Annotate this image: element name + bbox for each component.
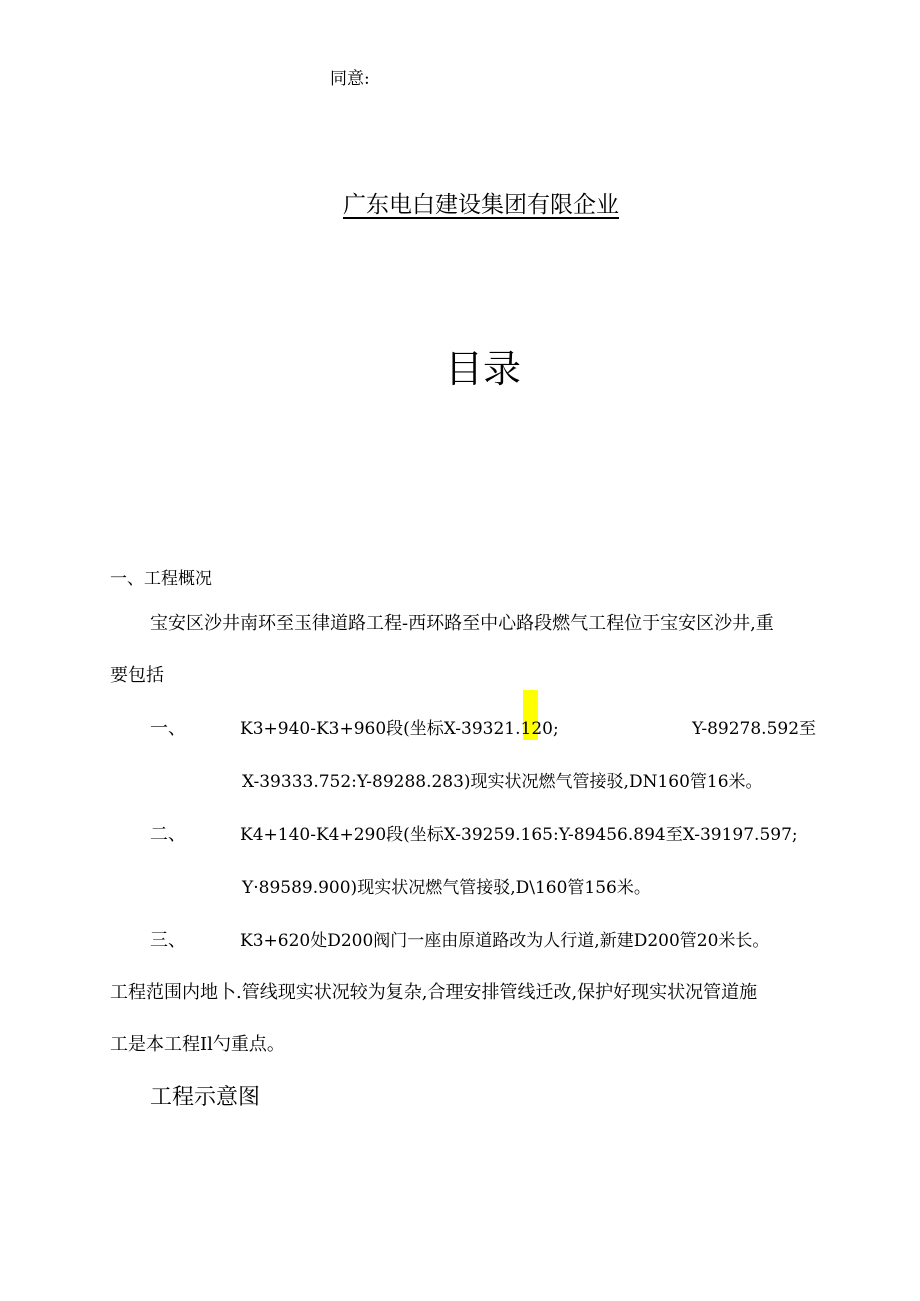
toc-title: 目录: [444, 347, 521, 391]
item-2-line-2: Y·89589.900)现实状况燃气管接驳,D\160管156米。: [242, 878, 651, 898]
item-2-line-1: K4+140-K4+290段(坐标X-39259.165:Y-89456.894至X-39197.597;: [240, 825, 798, 845]
item-number-3: 三、: [150, 930, 186, 951]
item-number-1: 一、: [150, 718, 186, 739]
diagram-heading: 工程示意图: [150, 1085, 261, 1110]
scope-paragraph-line-2: 工是本工程Il勺重点。: [110, 1034, 285, 1055]
intro-paragraph-line-2: 要包括: [110, 665, 164, 686]
item-1-line-1: K3+940-K3+960段(坐标X-39321.120;: [240, 719, 559, 739]
agree-label: 同意:: [330, 69, 370, 89]
intro-paragraph-line-1: 宝安区沙井南环至玉律道路工程-西环路至中心路段燃气工程位于宝安区沙井,重: [150, 613, 774, 634]
item-1-line-1-right: Y-89278.592至: [692, 719, 817, 739]
scope-paragraph-line-1: 工程范围内地卜.管线现实状况较为复杂,合理安排管线迁改,保护好现实状况管道施: [110, 982, 758, 1003]
item-1-line-2: X-39333.752:Y-89288.283)现实状况燃气管接驳,DN160管16米。: [242, 772, 763, 792]
section-heading-overview: 一、工程概况: [110, 569, 212, 589]
item-3-line-1: K3+620处D200阀门一座由原道路改为人行道,新建D200管20米长。: [240, 931, 770, 951]
item-number-2: 二、: [150, 824, 186, 845]
company-name: 广东电白建设集团有限企业: [343, 192, 619, 218]
